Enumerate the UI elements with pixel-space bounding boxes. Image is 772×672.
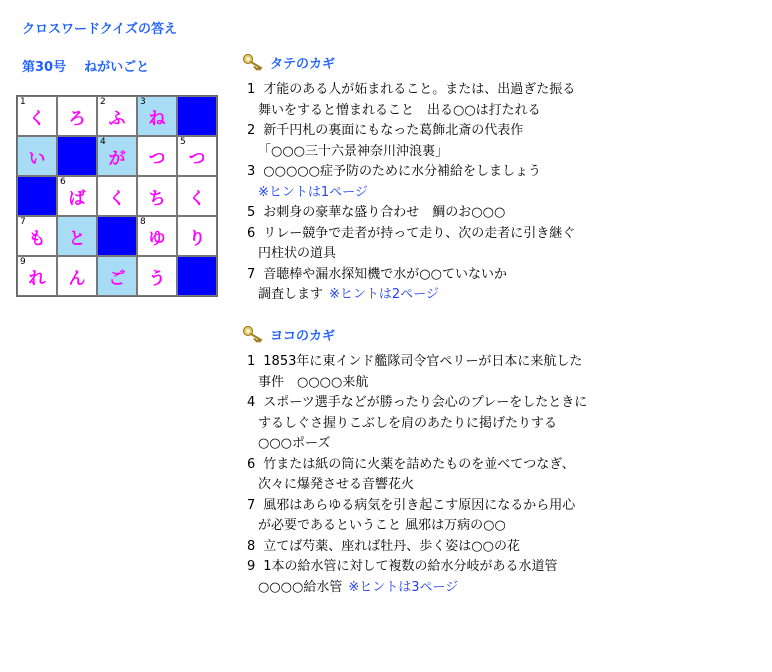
clue-item xyxy=(242,393,587,455)
clue-item xyxy=(242,352,587,393)
hint-text: ※ヒントは3ページ xyxy=(348,579,459,595)
grid-cell xyxy=(137,256,177,296)
clue-line xyxy=(242,496,587,517)
cell-number: 9 xyxy=(20,257,26,267)
cell-answer: ち xyxy=(148,188,166,209)
grid-cell-blocked xyxy=(97,216,137,256)
clue-line xyxy=(242,434,587,455)
grid-cell-blocked xyxy=(57,136,97,176)
cell-answer: つ xyxy=(188,148,206,169)
grid-cell xyxy=(17,136,57,176)
clue-item xyxy=(242,265,575,306)
grid-cell xyxy=(57,256,97,296)
clue-text: 調査します xyxy=(258,287,324,302)
clue-number: 2 xyxy=(247,123,256,138)
clue-text: リレー競争で走者が持って走り、次の走者に引き継ぐ xyxy=(263,225,576,241)
clue-text: 1本の給水管に対して複数の給水分岐がある水道管 xyxy=(263,559,558,574)
grid-cell-blocked xyxy=(17,176,57,216)
grid-cell xyxy=(57,96,97,136)
clue-line xyxy=(242,516,587,537)
clue-line xyxy=(242,537,587,558)
clue-line xyxy=(242,455,587,476)
grid-cell xyxy=(17,216,57,256)
clue-text: スポーツ選手などが勝ったり会心のプレーをしたときに xyxy=(263,395,588,410)
clue-text: 風邪はあらゆる病気を引き起こす原因になるから用心 xyxy=(263,497,576,513)
clue-number: 7 xyxy=(247,266,256,282)
tate-clue-list xyxy=(242,80,575,306)
clue-line xyxy=(242,101,575,122)
yoko-clue-list xyxy=(242,352,587,598)
clue-item xyxy=(242,496,587,537)
grid-cell xyxy=(137,136,177,176)
tate-section xyxy=(242,52,575,306)
grid-cell xyxy=(137,96,177,136)
issue-number: 第30号 xyxy=(22,60,67,75)
grid-cell-blocked xyxy=(177,96,217,136)
clue-text: ○○○ポーズ xyxy=(258,436,331,451)
hint-text: ※ヒントは1ページ xyxy=(258,184,368,200)
grid-cell xyxy=(97,96,137,136)
cell-number: 1 xyxy=(20,97,26,107)
clue-line xyxy=(242,557,587,578)
clue-item xyxy=(242,455,587,496)
cell-answer: れ xyxy=(28,268,46,289)
issue-title xyxy=(22,56,167,75)
clue-text: 才能のある人が妬まれること。または、出過ぎた振る xyxy=(263,82,576,97)
yoko-heading-text: ヨコのカギ xyxy=(270,328,336,344)
clue-number: 7 xyxy=(247,497,256,513)
clue-text: 新千円札の裏面にもなった葛飾北斎の代表作 xyxy=(263,123,524,138)
cell-answer: く xyxy=(188,188,206,209)
grid-cell xyxy=(177,136,217,176)
yoko-heading xyxy=(242,324,587,344)
grid-cell xyxy=(57,176,97,216)
grid-cell xyxy=(17,96,57,136)
hint-text: ※ヒントは2ページ xyxy=(329,287,439,302)
cell-number: 2 xyxy=(100,97,106,107)
cell-number: 8 xyxy=(140,217,146,227)
clue-text: するしぐさ握りこぶしを肩のあたりに掲げたりする xyxy=(258,415,558,431)
yoko-section xyxy=(242,324,587,598)
clue-text: 舞いをすると憎まれること 出る○○は打たれる xyxy=(258,102,541,118)
clue-item xyxy=(242,537,587,558)
cell-answer: り xyxy=(188,228,206,249)
clue-text: 「○○○三十六景神奈川沖浪裏」 xyxy=(258,143,449,159)
cell-answer: ね xyxy=(148,108,166,129)
clue-number: 6 xyxy=(247,456,256,472)
clue-line xyxy=(242,142,575,163)
clue-number: 8 xyxy=(247,538,256,554)
clue-line xyxy=(242,244,575,265)
clue-number: 3 xyxy=(247,164,256,179)
cell-answer: く xyxy=(108,188,126,209)
clue-line xyxy=(242,224,575,245)
clue-line xyxy=(242,285,575,306)
grid-cell xyxy=(137,176,177,216)
clue-text: 円柱状の道具 xyxy=(258,246,337,261)
clue-number: 1 xyxy=(247,82,256,97)
clue-text: 1853年に東インド艦隊司令官ペリーが日本に来航した xyxy=(263,354,583,369)
cell-number: 4 xyxy=(100,137,106,147)
cell-answer: ば xyxy=(68,188,86,209)
page-title: クロスワードクイズの答え xyxy=(22,22,177,37)
clue-item xyxy=(242,162,575,203)
clue-line xyxy=(242,373,587,394)
clue-line xyxy=(242,162,575,183)
key-icon xyxy=(242,325,264,343)
clue-line xyxy=(242,578,587,599)
cell-number: 6 xyxy=(60,177,66,187)
cell-answer: ろ xyxy=(68,108,86,129)
clue-text: ○○○○給水管 xyxy=(258,579,343,595)
clue-line xyxy=(242,203,575,224)
cell-answer: ゆ xyxy=(148,228,166,249)
tate-heading-text: タテのカギ xyxy=(270,56,336,72)
issue-subtitle: ねがいごと xyxy=(84,60,150,75)
clue-number: 6 xyxy=(247,225,256,241)
clue-number: 5 xyxy=(247,205,256,220)
cell-answer: も xyxy=(28,228,46,249)
grid-cell xyxy=(97,176,137,216)
grid-cell xyxy=(57,216,97,256)
grid-cell xyxy=(17,256,57,296)
clue-line xyxy=(242,265,575,286)
cell-answer: ん xyxy=(68,268,86,289)
grid-cell xyxy=(177,176,217,216)
cell-answer: と xyxy=(68,228,86,249)
cell-answer: つ xyxy=(148,148,166,169)
clue-text: 次々に爆発させる音響花火 xyxy=(258,477,415,492)
grid-cell xyxy=(97,256,137,296)
cell-answer: く xyxy=(28,108,46,129)
clue-text: ○○○○○症予防のために水分補給をしましょう xyxy=(263,164,541,179)
clue-text: お刺身の豪華な盛り合わせ 鯛のお○○○ xyxy=(263,205,506,220)
clue-item xyxy=(242,203,575,224)
clue-text: が必要であるということ 風邪は万病の○○ xyxy=(258,518,506,533)
clue-number: 1 xyxy=(247,354,256,369)
grid-cell xyxy=(97,136,137,176)
cell-number: 7 xyxy=(20,217,26,227)
grid-cell xyxy=(177,216,217,256)
clue-line xyxy=(242,475,587,496)
clue-text: 立てば芍薬、座れば牡丹、歩く姿は○○の花 xyxy=(263,538,520,554)
clue-line xyxy=(242,352,587,373)
clue-number: 4 xyxy=(247,395,256,410)
clue-number: 9 xyxy=(247,559,256,574)
cell-answer: う xyxy=(148,268,166,289)
grid-cell xyxy=(137,216,177,256)
cell-answer: い xyxy=(28,148,46,169)
clue-item xyxy=(242,557,587,598)
clue-line xyxy=(242,121,575,142)
clue-item xyxy=(242,224,575,265)
clue-line xyxy=(242,183,575,204)
cell-number: 3 xyxy=(140,97,146,107)
crossword-grid xyxy=(16,95,218,297)
clue-text: 竹または紙の筒に火薬を詰めたものを並べてつなぎ、 xyxy=(263,456,575,472)
cell-number: 5 xyxy=(180,137,186,147)
clue-text: 事件 ○○○○来航 xyxy=(258,374,369,390)
cell-answer: が xyxy=(108,148,126,169)
cell-answer: ご xyxy=(108,268,126,289)
clue-line xyxy=(242,414,587,435)
tate-heading xyxy=(242,52,575,72)
clue-line xyxy=(242,80,575,101)
cell-answer: ふ xyxy=(108,108,126,129)
clue-item xyxy=(242,80,575,121)
grid-cell-blocked xyxy=(177,256,217,296)
clue-text: 音聴棒や漏水探知機で水が○○ていないか xyxy=(263,266,507,282)
key-icon xyxy=(242,53,264,71)
clue-line xyxy=(242,393,587,414)
clue-item xyxy=(242,121,575,162)
